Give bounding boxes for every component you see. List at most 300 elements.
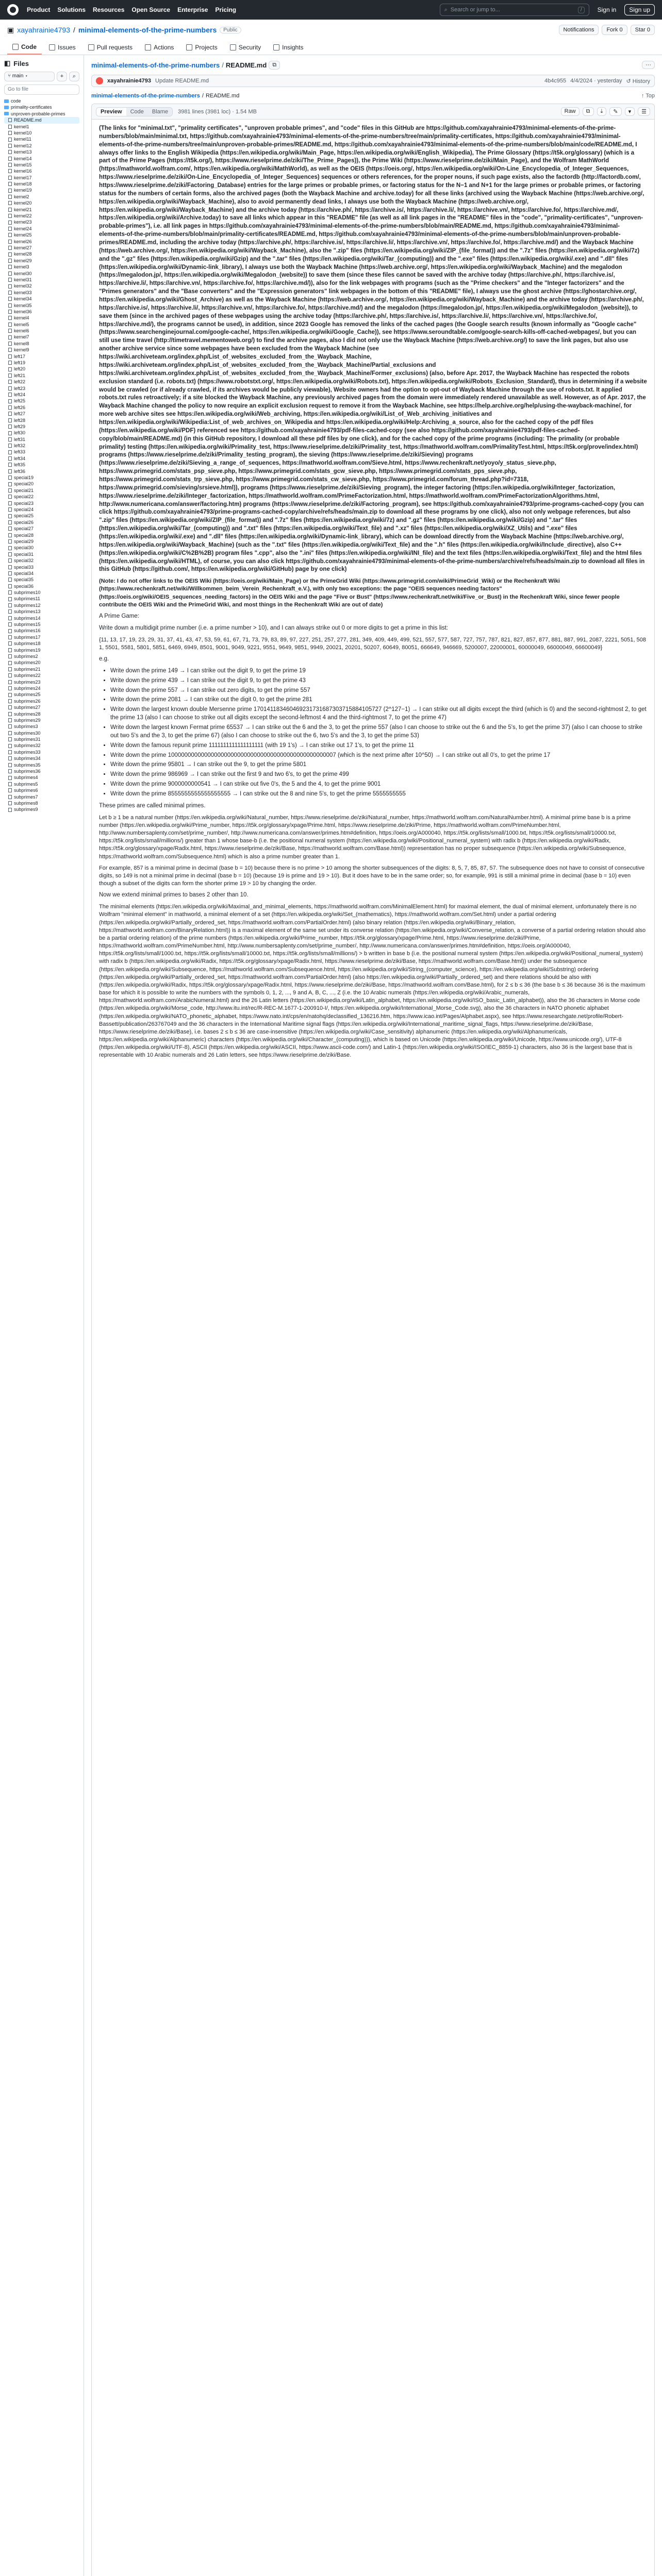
back-to-top-link[interactable]: ↑ Top bbox=[641, 93, 655, 99]
tree-file[interactable] bbox=[4, 360, 79, 366]
tree-item-label: special21 bbox=[14, 487, 34, 493]
tree-file[interactable] bbox=[4, 704, 79, 710]
sidebar-header bbox=[4, 59, 79, 67]
file-icon bbox=[8, 731, 12, 735]
tree-file[interactable] bbox=[4, 321, 79, 328]
tab-issues[interactable] bbox=[44, 40, 81, 55]
file-icon bbox=[8, 118, 12, 122]
file-icon bbox=[8, 418, 12, 422]
nav-enterprise[interactable]: Enterprise bbox=[177, 6, 208, 13]
sign-up-button[interactable]: Sign up bbox=[624, 4, 655, 15]
more-options-button[interactable]: ··· bbox=[642, 61, 655, 69]
tree-file[interactable] bbox=[4, 187, 79, 193]
tree-folder[interactable] bbox=[4, 111, 79, 117]
tree-file[interactable] bbox=[4, 545, 79, 551]
tree-file[interactable] bbox=[4, 239, 79, 245]
tree-file[interactable] bbox=[4, 647, 79, 653]
global-nav bbox=[27, 6, 236, 13]
tree-file[interactable] bbox=[4, 659, 79, 666]
nav-resources[interactable]: Resources bbox=[93, 6, 125, 13]
commit-author[interactable]: xayahrainie4793 bbox=[107, 78, 152, 84]
tree-file[interactable] bbox=[4, 755, 79, 761]
file-icon bbox=[8, 335, 12, 340]
tree-file[interactable] bbox=[4, 781, 79, 787]
file-icon bbox=[8, 744, 12, 748]
tree-file[interactable] bbox=[4, 698, 79, 704]
tree-file[interactable] bbox=[4, 200, 79, 206]
search-files-icon[interactable]: ⌕ bbox=[69, 72, 79, 81]
history-icon: ↺ bbox=[626, 78, 631, 84]
tree-item-label: kernel30 bbox=[14, 270, 32, 276]
star-button[interactable]: Star 0 bbox=[631, 25, 655, 35]
tree-file[interactable] bbox=[4, 487, 79, 494]
file-icon bbox=[8, 214, 12, 218]
edit-icon[interactable]: ✎ bbox=[609, 107, 621, 116]
tree-item-label: subprimes32 bbox=[14, 743, 41, 749]
file-icon bbox=[8, 201, 12, 205]
view-mode-toggle bbox=[96, 107, 173, 116]
file-icon bbox=[8, 444, 12, 448]
nav-pricing[interactable]: Pricing bbox=[215, 6, 237, 13]
tree-item-label: subprimes31 bbox=[14, 737, 41, 742]
file-icon bbox=[8, 667, 12, 671]
tree-file[interactable] bbox=[4, 430, 79, 436]
tree-item-label: special23 bbox=[14, 500, 34, 506]
readme-note-paragraph: (Note: I do not offer links to the OEIS Wiki (https://oeis.org/wiki/Main_Page) or the PrimeGrid Wiki (https://www.primegrid.com/wiki/PrimeGrid_Wiki) or the Rechenkraft Wiki (https://www.rechenkraft.net/wiki/Willkommen_beim_Verein_Rechenkraft_e.V.), with only two exceptions: the page "OEIS sequences needing factors" (https://oeis.org/wiki/OEIS_sequences_needing_factors) in the OEIS Wiki and the page "Five or Bust" (https://www.rechenkraft.net/wiki/Five_or_Bust) in the Rechenkraft Wiki, since fewer people contribute the OEIS Wiki and the PrimeGrid Wiki, and most things in the Rechenkraft Wiki are out of date) bbox=[99, 578, 620, 608]
tree-file[interactable] bbox=[4, 328, 79, 334]
examples-list bbox=[99, 667, 647, 799]
commit-hash[interactable]: 4b4c955 bbox=[544, 77, 567, 84]
file-icon bbox=[8, 476, 12, 480]
tree-item-label: primality-certificates bbox=[11, 105, 52, 110]
tree-item-label: special25 bbox=[14, 513, 34, 519]
tree-file[interactable] bbox=[4, 691, 79, 698]
sidebar-title: Files bbox=[13, 59, 29, 67]
tree-item-label: subprimes15 bbox=[14, 622, 41, 628]
file-icon bbox=[8, 176, 12, 180]
file-icon bbox=[8, 661, 12, 665]
tree-file[interactable] bbox=[4, 794, 79, 800]
tree-file[interactable] bbox=[4, 411, 79, 417]
file-icon bbox=[8, 259, 12, 263]
tree-file[interactable] bbox=[4, 506, 79, 513]
file-icon bbox=[8, 221, 12, 225]
tree-file[interactable] bbox=[4, 672, 79, 679]
tree-file[interactable] bbox=[4, 156, 79, 162]
tree-item-label: kernel25 bbox=[14, 232, 32, 238]
tree-file[interactable] bbox=[4, 149, 79, 155]
add-file-icon[interactable]: + bbox=[57, 72, 67, 81]
repo-actions bbox=[559, 25, 655, 35]
tree-file[interactable] bbox=[4, 117, 79, 123]
repo-name-link[interactable]: minimal-elements-of-the-prime-numbers bbox=[78, 26, 217, 34]
edit-menu-chevron-icon[interactable]: ▾ bbox=[625, 107, 635, 116]
tree-file[interactable] bbox=[4, 207, 79, 213]
tree-file[interactable] bbox=[4, 666, 79, 672]
visibility-badge: Public bbox=[220, 27, 241, 33]
tab-projects[interactable] bbox=[181, 40, 222, 55]
file-icon bbox=[8, 456, 12, 461]
outline-icon[interactable]: ☰ bbox=[638, 107, 650, 116]
tree-file[interactable] bbox=[4, 519, 79, 526]
tab-code[interactable] bbox=[7, 40, 42, 55]
graph-icon bbox=[273, 44, 279, 50]
tree-file[interactable] bbox=[4, 455, 79, 462]
commit-message[interactable]: Update README.md bbox=[155, 78, 209, 84]
copy-path-button[interactable] bbox=[269, 61, 280, 70]
tree-item-label: kernel27 bbox=[14, 245, 32, 250]
nav-open-source[interactable]: Open Source bbox=[131, 6, 171, 13]
tree-item-label: subprimes36 bbox=[14, 769, 41, 774]
nav-product[interactable]: Product bbox=[27, 6, 51, 13]
tree-file[interactable] bbox=[4, 398, 79, 404]
tree-item-label: kernel29 bbox=[14, 258, 32, 263]
tree-item-label: left30 bbox=[14, 430, 26, 436]
file-icon bbox=[8, 252, 12, 257]
tree-item-label: kernel24 bbox=[14, 226, 32, 231]
tree-item-label: kernel35 bbox=[14, 302, 32, 308]
sign-in-link[interactable]: Sign in bbox=[597, 6, 617, 13]
tree-item-label: subprimes30 bbox=[14, 730, 41, 736]
prime-game-intro: Write down a multidigit prime number (i.e. a prime number > 10), and I can always strike out 0 or more digits to get a prime in this list: bbox=[99, 624, 448, 631]
tree-file[interactable] bbox=[4, 130, 79, 136]
tree-file[interactable] bbox=[4, 653, 79, 659]
file-icon bbox=[8, 686, 12, 690]
tree-item-label: subprimes19 bbox=[14, 647, 41, 653]
tree-file[interactable] bbox=[4, 800, 79, 806]
tree-file[interactable] bbox=[4, 175, 79, 181]
tree-file[interactable] bbox=[4, 232, 79, 238]
tree-file[interactable] bbox=[4, 372, 79, 379]
download-icon[interactable]: ⤓ bbox=[597, 107, 607, 116]
tree-folder[interactable] bbox=[4, 98, 79, 104]
file-icon bbox=[8, 450, 12, 454]
sticky-repo-link[interactable]: minimal-elements-of-the-prime-numbers bbox=[91, 93, 200, 99]
tree-file[interactable] bbox=[4, 723, 79, 730]
tab-preview[interactable]: Preview bbox=[96, 108, 126, 116]
tree-file[interactable] bbox=[4, 366, 79, 372]
tree-file[interactable] bbox=[4, 462, 79, 468]
tree-file[interactable] bbox=[4, 640, 79, 647]
fork-button[interactable]: Fork 0 bbox=[602, 25, 627, 35]
tree-item-label: special26 bbox=[14, 519, 34, 525]
tree-file[interactable] bbox=[4, 341, 79, 347]
tree-file[interactable] bbox=[4, 608, 79, 615]
example-item: • Write down the prime 557 → I can strike out zero digits, to get the prime 557 bbox=[110, 687, 647, 695]
tree-file[interactable] bbox=[4, 404, 79, 411]
tree-file[interactable] bbox=[4, 634, 79, 640]
search-icon: ⌕ bbox=[444, 6, 448, 13]
tree-file[interactable] bbox=[4, 181, 79, 187]
minimal-primes-example: For example, 857 is a minimal prime in decimal (base b = 10) because there is no prime > 10 among the shorter subsequences of the digits: 8, 5, 7, 85, 87, 57. The subsequence does not have to consist of consecutive digits, so 149 is not a minimal prime in decimal (base b = 10) (because 19 is prime and 19 > 10). But it does have to be in the same order; so, for example, 991 is still a minimal prime in decimal (base b = 10) even though a subset of the digits can form the shorter prime 19 > 10 by changing the order. bbox=[99, 865, 645, 887]
tree-file[interactable] bbox=[4, 334, 79, 340]
tree-file[interactable] bbox=[4, 283, 79, 289]
tree-file[interactable] bbox=[4, 347, 79, 353]
tree-item-label: left20 bbox=[14, 366, 26, 372]
tree-item-label: kernel2 bbox=[14, 194, 29, 199]
tree-item-label: left23 bbox=[14, 385, 26, 391]
file-icon bbox=[8, 705, 12, 709]
file-icon bbox=[8, 163, 12, 167]
file-icon bbox=[8, 699, 12, 703]
tree-file[interactable] bbox=[4, 577, 79, 583]
tree-item-label: special30 bbox=[14, 545, 34, 551]
tree-item-label: special27 bbox=[14, 526, 34, 532]
main-content bbox=[84, 55, 662, 2576]
sticky-separator: / bbox=[202, 93, 204, 99]
file-icon bbox=[8, 189, 12, 193]
tree-file[interactable] bbox=[4, 494, 79, 500]
file-icon bbox=[8, 737, 12, 741]
tree-file[interactable] bbox=[4, 628, 79, 634]
tree-file[interactable] bbox=[4, 143, 79, 149]
example-item: • Write down the largest known double Mersenne prime 170141183460469231731687303715884105727 (2^127−1) → I can strike out all digits except the third (which is 0) and the second-rightmost 2, to get the prime 13 (also I can choose to strike out all digits except the second-leftmost 4 and the third-rightmost 7, to get the prime 47) bbox=[110, 706, 647, 722]
tab-pull-requests[interactable] bbox=[83, 40, 138, 55]
tree-item-label: kernel1 bbox=[14, 124, 29, 129]
example-item: • Write down the prime 95801 → I can strike out the 9, to get the prime 5801 bbox=[110, 761, 647, 769]
tree-file[interactable] bbox=[4, 423, 79, 430]
tree-file[interactable] bbox=[4, 621, 79, 628]
file-tree bbox=[4, 98, 79, 813]
tree-file[interactable] bbox=[4, 481, 79, 487]
tree-file[interactable] bbox=[4, 474, 79, 481]
tree-file[interactable] bbox=[4, 443, 79, 449]
tree-file[interactable] bbox=[4, 353, 79, 360]
tree-item-label: special19 bbox=[14, 475, 34, 481]
tree-item-label: left21 bbox=[14, 372, 26, 378]
file-icon bbox=[8, 246, 12, 250]
tree-file[interactable] bbox=[4, 385, 79, 392]
tab-insights[interactable] bbox=[268, 40, 308, 55]
tree-file[interactable] bbox=[4, 685, 79, 691]
file-icon bbox=[8, 527, 12, 531]
tree-file[interactable] bbox=[4, 774, 79, 781]
tree-file[interactable] bbox=[4, 602, 79, 608]
file-icon bbox=[8, 291, 12, 295]
file-icon bbox=[8, 125, 12, 129]
tree-file[interactable] bbox=[4, 806, 79, 812]
file-icon bbox=[8, 673, 12, 677]
tree-item-label: subprimes13 bbox=[14, 609, 41, 615]
tree-item-label: kernel4 bbox=[14, 315, 29, 321]
tree-file[interactable] bbox=[4, 468, 79, 474]
file-icon bbox=[8, 138, 12, 142]
file-icon bbox=[8, 488, 12, 493]
tree-file[interactable] bbox=[4, 270, 79, 277]
file-tools bbox=[561, 107, 650, 116]
github-logo-icon[interactable] bbox=[7, 4, 19, 15]
tab-security[interactable] bbox=[225, 40, 266, 55]
code-icon bbox=[12, 44, 19, 50]
search-placeholder: Search or jump to... bbox=[450, 7, 500, 13]
tree-folder[interactable] bbox=[4, 104, 79, 110]
tree-file[interactable] bbox=[4, 736, 79, 742]
tree-file[interactable] bbox=[4, 251, 79, 257]
notifications-button[interactable]: Notifications bbox=[559, 25, 599, 35]
issue-icon bbox=[49, 44, 55, 50]
tree-file[interactable] bbox=[4, 296, 79, 302]
avatar[interactable] bbox=[96, 77, 103, 84]
history-label: History bbox=[632, 78, 650, 84]
file-icon bbox=[8, 361, 12, 365]
tab-projects-label: Projects bbox=[195, 44, 218, 51]
tree-file[interactable] bbox=[4, 124, 79, 130]
tree-file[interactable] bbox=[4, 315, 79, 321]
file-icon bbox=[8, 578, 12, 582]
tree-item-label: subprimes20 bbox=[14, 660, 41, 666]
tree-file[interactable] bbox=[4, 194, 79, 200]
file-icon bbox=[8, 342, 12, 346]
file-icon bbox=[8, 399, 12, 403]
repo-icon: ▣ bbox=[7, 25, 14, 34]
tree-file[interactable] bbox=[4, 302, 79, 309]
tree-file[interactable] bbox=[4, 226, 79, 232]
file-icon bbox=[8, 769, 12, 773]
tree-file[interactable] bbox=[4, 768, 79, 774]
tab-code-view[interactable]: Code bbox=[126, 108, 148, 116]
tree-item-label: kernel17 bbox=[14, 175, 32, 180]
file-icon bbox=[8, 718, 12, 722]
tree-file[interactable] bbox=[4, 168, 79, 174]
repo-owner-link[interactable]: xayahrainie4793 bbox=[17, 26, 70, 34]
tree-item-label: subprimes11 bbox=[14, 596, 40, 602]
tree-file[interactable] bbox=[4, 136, 79, 142]
tree-item-label: subprimes10 bbox=[14, 590, 41, 596]
tree-file[interactable] bbox=[4, 258, 79, 264]
tree-item-label: kernel3 bbox=[14, 264, 29, 270]
tree-item-label: subprimes21 bbox=[14, 666, 41, 672]
file-icon bbox=[8, 469, 12, 473]
global-search-input[interactable] bbox=[440, 4, 589, 16]
file-icon bbox=[8, 297, 12, 301]
tab-actions[interactable] bbox=[140, 40, 179, 55]
tree-file[interactable] bbox=[4, 551, 79, 557]
tree-file[interactable] bbox=[4, 245, 79, 251]
go-to-file-input[interactable]: Go to file bbox=[4, 84, 79, 95]
tree-file[interactable] bbox=[4, 589, 79, 596]
tree-item-label: special32 bbox=[14, 558, 34, 564]
tree-file[interactable] bbox=[4, 532, 79, 538]
file-icon bbox=[8, 354, 12, 359]
tree-item-label: left17 bbox=[14, 353, 26, 359]
tree-file[interactable] bbox=[4, 277, 79, 283]
file-icon bbox=[8, 546, 12, 550]
file-icon bbox=[8, 495, 12, 499]
copy-raw-icon[interactable]: ⧉ bbox=[583, 107, 594, 116]
tree-file[interactable] bbox=[4, 500, 79, 506]
tree-file[interactable] bbox=[4, 264, 79, 270]
tree-file[interactable] bbox=[4, 513, 79, 519]
file-icon bbox=[8, 157, 12, 161]
tree-item-label: kernel34 bbox=[14, 296, 32, 302]
nav-solutions[interactable]: Solutions bbox=[57, 6, 86, 13]
tab-blame[interactable]: Blame bbox=[148, 108, 172, 116]
tree-item-label: left27 bbox=[14, 411, 26, 417]
tree-file[interactable] bbox=[4, 557, 79, 564]
file-icon bbox=[8, 597, 12, 601]
tree-file[interactable] bbox=[4, 596, 79, 602]
tree-file[interactable] bbox=[4, 679, 79, 685]
file-icon bbox=[8, 539, 12, 544]
tree-item-label: subprimes6 bbox=[14, 788, 38, 793]
example-item: • Write down the prime 149 → I can strike out the digit 9, to get the prime 19 bbox=[110, 667, 647, 675]
tree-file[interactable] bbox=[4, 749, 79, 755]
tab-pull-requests-label: Pull requests bbox=[96, 44, 133, 51]
repo-header bbox=[0, 20, 662, 55]
tree-file[interactable] bbox=[4, 762, 79, 768]
tree-file[interactable] bbox=[4, 290, 79, 296]
tree-item-label: subprimes35 bbox=[14, 762, 41, 768]
tree-file[interactable] bbox=[4, 392, 79, 398]
breadcrumb-repo-link[interactable]: minimal-elements-of-the-prime-numbers bbox=[91, 61, 220, 69]
file-icon bbox=[8, 776, 12, 780]
tree-file[interactable] bbox=[4, 615, 79, 621]
tree-item-label: kernel14 bbox=[14, 156, 32, 161]
minimal-primes-definition: Let b ≥ 1 be a natural number (https://en.wikipedia.org/wiki/Natural_number, https://www.rieselprime.de/ziki/Natural_number, https://mathworld.wolfram.com/NaturalNumber.html). A minimal prime base b is a prime number (https://en.wikipedia.org/wiki/Prime_number, https://t5k.org/glossary/xpage/Prime.html, https://www.rieselprime.de/ziki/Prime, https://mathworld.wolfram.com/PrimeNumber.html, http://www.numbersaplenty.com/set/prime_number/, http://www.numericana.com/answer/primes.htm#definition, https://oeis.org/A000040, https://t5k.org/lists/small/1000.txt, https://t5k.org/lists/small/10000.txt, https://t5k.org/lists/small/millions/) greater than 1 whose base-b (i.e. the positional numeral system (https://en.wikipedia.org/wiki/Positional_numeral_system) with radix b (https://en.wikipedia.org/wiki/Radix, https://t5k.org/glossary/xpage/Radix.html, https://www.rieselprime.de/ziki/Base, https://mathworld.wolfram.com/Base.html)) representation has no proper subsequence (https://en.wikipedia.org/wiki/Subsequence, https://mathworld.wolfram.com/Subsequence.html) which is also a prime number greater than 1. bbox=[99, 814, 631, 860]
tree-file[interactable] bbox=[4, 730, 79, 736]
history-link[interactable] bbox=[626, 78, 650, 84]
example-item: • Write down the prime 8555555555555555555 → I can strike out the 8 and nine 5's, to get the prime 5555555555 bbox=[110, 790, 647, 799]
breadcrumb-actions bbox=[642, 61, 655, 69]
tree-item-label: subprimes25 bbox=[14, 692, 41, 698]
tree-file[interactable] bbox=[4, 162, 79, 168]
file-icon bbox=[8, 635, 12, 639]
tree-file[interactable] bbox=[4, 717, 79, 723]
tree-file[interactable] bbox=[4, 449, 79, 455]
tree-file[interactable] bbox=[4, 309, 79, 315]
tree-file[interactable] bbox=[4, 787, 79, 793]
examples-label: e.g. bbox=[99, 656, 109, 663]
tree-file[interactable] bbox=[4, 742, 79, 749]
tree-item-label: subprimes8 bbox=[14, 800, 38, 806]
tree-item-label: subprimes16 bbox=[14, 628, 41, 634]
tree-file[interactable] bbox=[4, 379, 79, 385]
file-icon bbox=[8, 622, 12, 626]
file-icon bbox=[8, 782, 12, 786]
tree-file[interactable] bbox=[4, 526, 79, 532]
raw-button[interactable]: Raw bbox=[561, 107, 580, 116]
example-item: • Write down the prime 9000000000541 → I can strike out five 0's, the 5 and the 4, to get the prime 9001 bbox=[110, 781, 647, 789]
tree-item-label: kernel5 bbox=[14, 321, 29, 327]
tree-item-label: special28 bbox=[14, 532, 34, 538]
file-viewer bbox=[91, 104, 655, 2576]
tree-file[interactable] bbox=[4, 711, 79, 717]
file-icon bbox=[8, 558, 12, 563]
tree-item-label: subprimes29 bbox=[14, 717, 41, 723]
tree-file[interactable] bbox=[4, 219, 79, 225]
tree-file[interactable] bbox=[4, 213, 79, 219]
tree-file[interactable] bbox=[4, 570, 79, 577]
sidebar-collapse-icon[interactable]: ◧ bbox=[4, 59, 11, 67]
tree-item-label: subprimes14 bbox=[14, 615, 41, 621]
tree-item-label: left34 bbox=[14, 455, 26, 461]
tree-item-label: left32 bbox=[14, 443, 26, 449]
tree-file[interactable] bbox=[4, 436, 79, 443]
tree-item-label: kernel9 bbox=[14, 347, 29, 353]
file-icon bbox=[8, 482, 12, 486]
copy-icon: ⧉ bbox=[272, 61, 277, 68]
commit-meta bbox=[544, 78, 650, 84]
file-icon bbox=[8, 801, 12, 805]
tree-file[interactable] bbox=[4, 583, 79, 589]
tree-file[interactable] bbox=[4, 417, 79, 423]
tree-file[interactable] bbox=[4, 538, 79, 545]
breadcrumb-separator: / bbox=[222, 61, 224, 69]
tree-file[interactable] bbox=[4, 564, 79, 570]
branch-selector[interactable]: ⑂ main ▾ bbox=[4, 72, 55, 81]
tree-item-label: kernel10 bbox=[14, 130, 32, 135]
file-icon bbox=[8, 367, 12, 371]
